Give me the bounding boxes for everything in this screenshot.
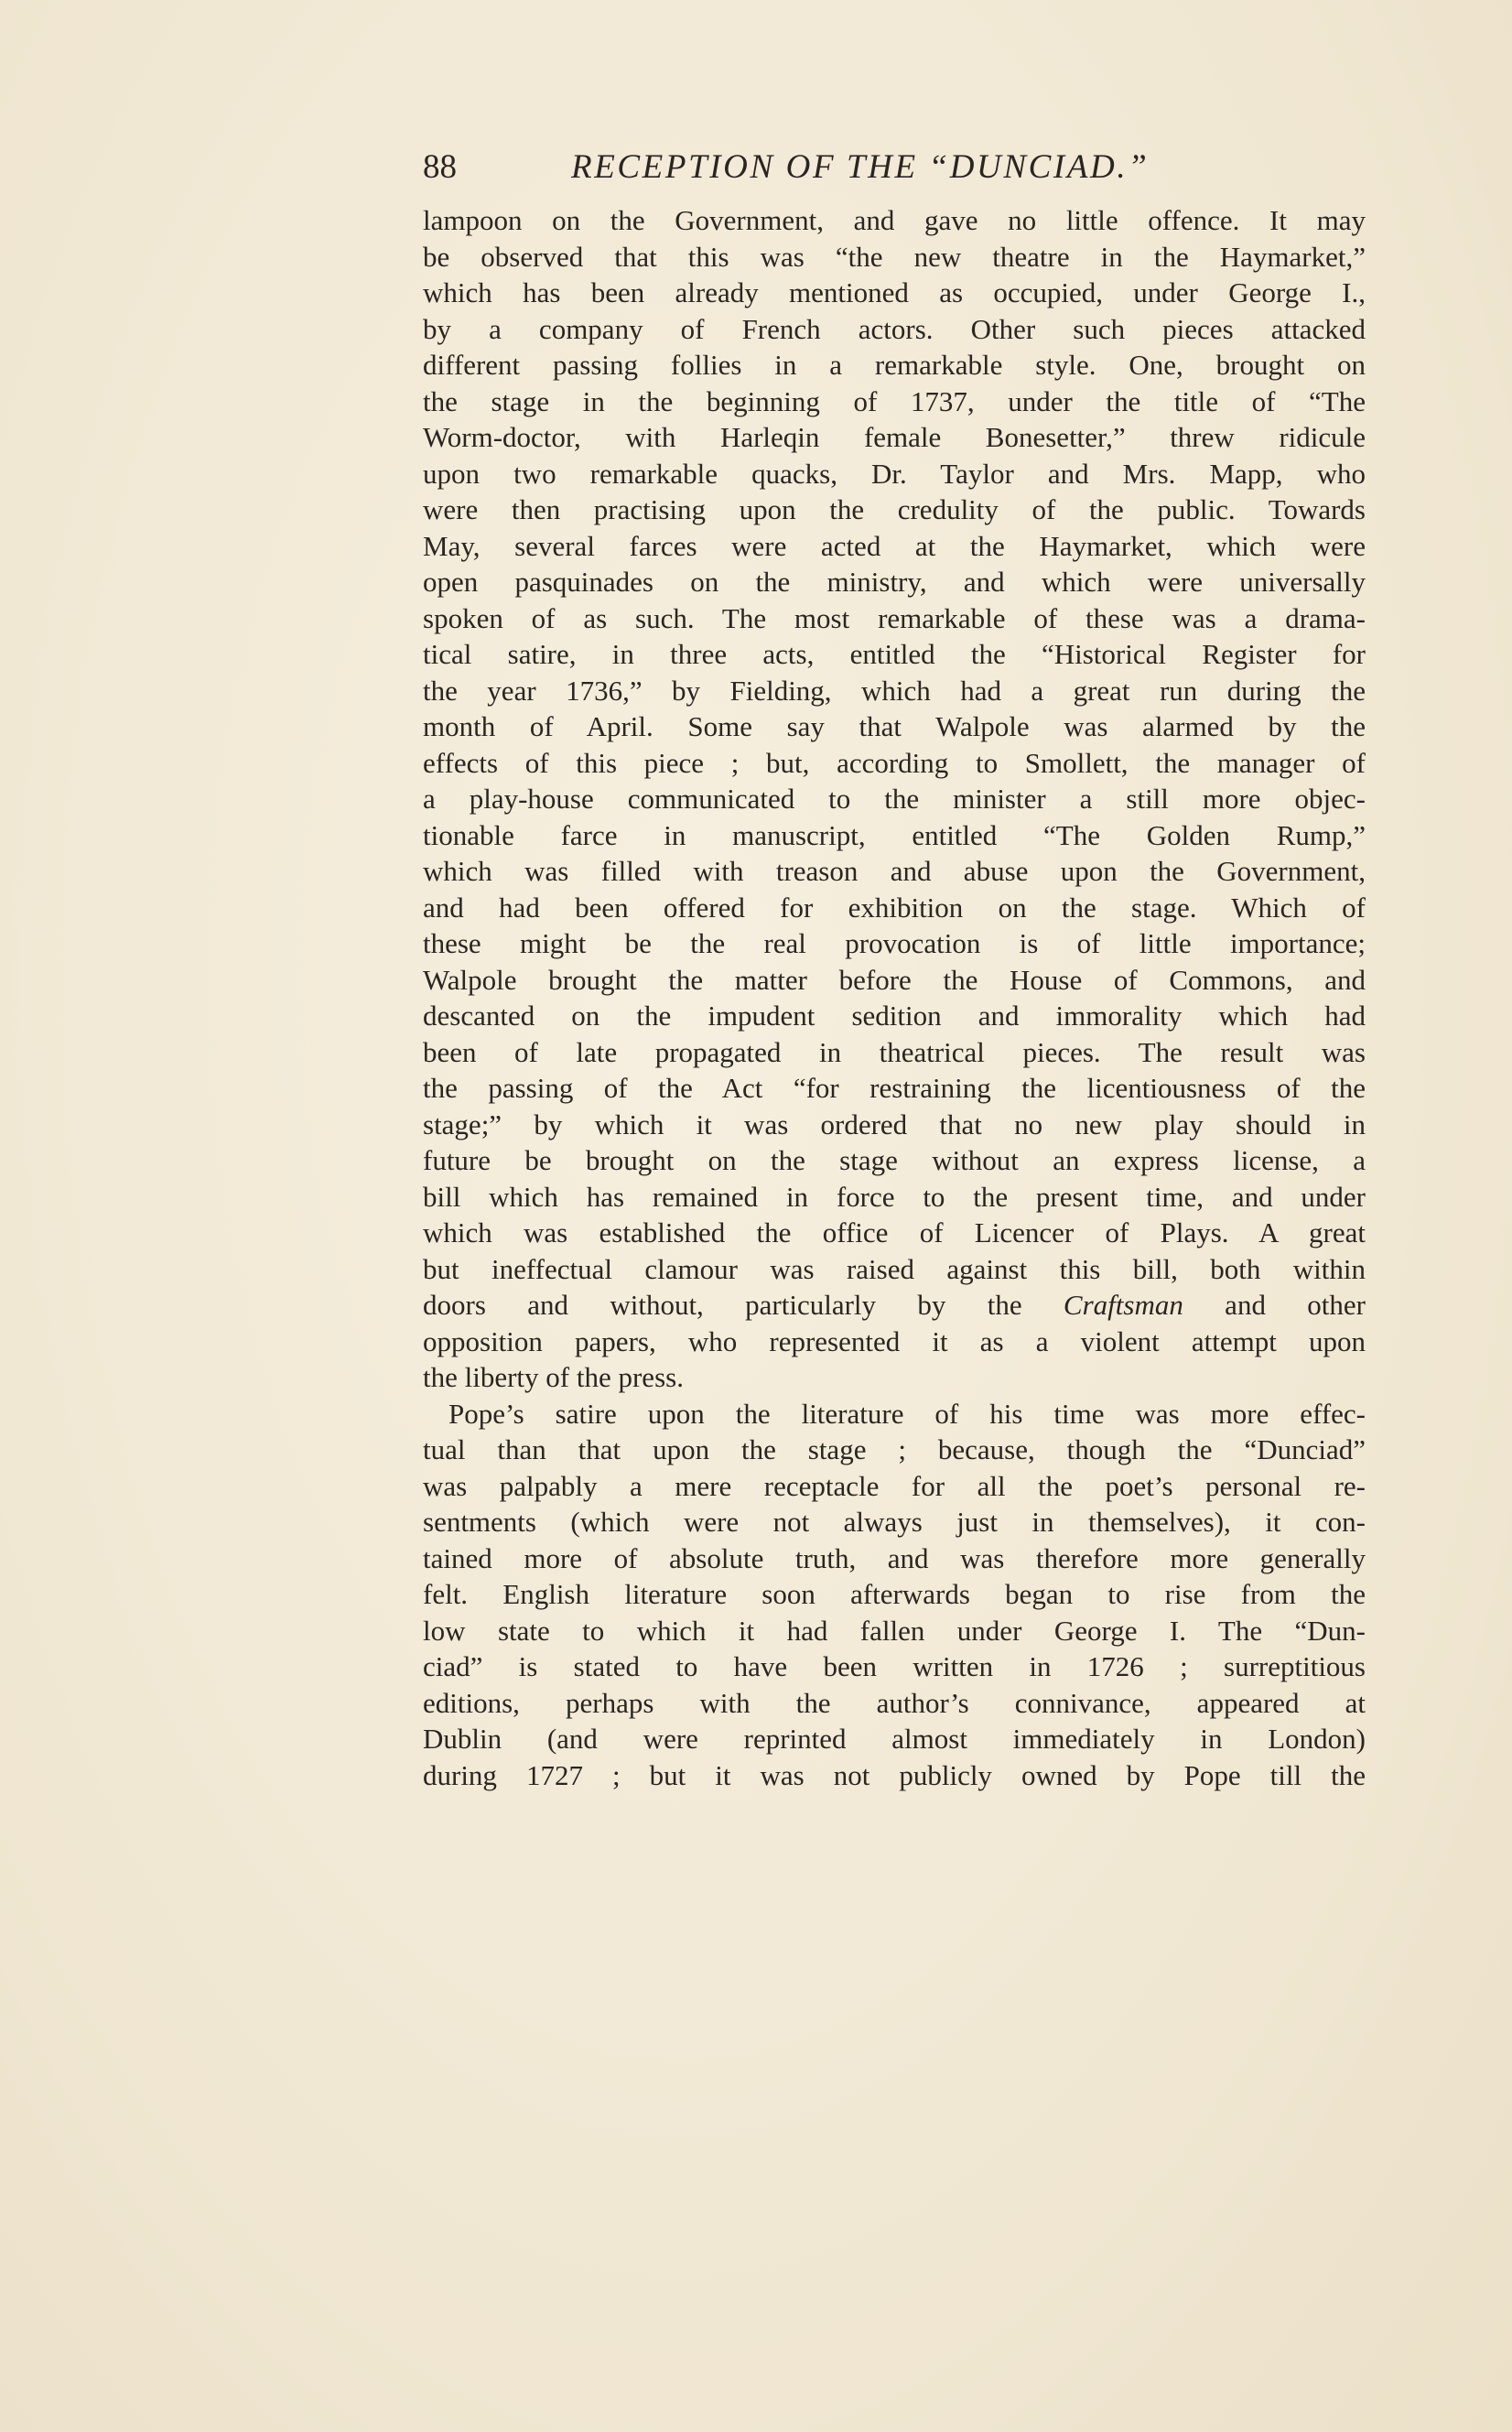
text-line: effects of this piece ; but, according to Smollett, the manager of <box>423 746 1366 779</box>
text-line: the year 1736,” by Fielding, which had a great run during the <box>423 674 1366 707</box>
text-line: was palpably a mere receptacle for all the poet’s personal re- <box>423 1469 1366 1502</box>
text-line: felt. English literature soon afterwards began to rise from the <box>423 1578 1366 1610</box>
text-line: were then practising upon the credulity of the public. Towards <box>423 493 1366 525</box>
text-line: by a company of French actors. Other such pieces attacked <box>423 312 1366 345</box>
text-line: which has been already mentioned as occupied, under George I., <box>423 276 1366 308</box>
text-line: tionable farce in manuscript, entitled “The Golden Rump,” <box>423 818 1366 851</box>
text-line: tual than that upon the stage ; because, though the “Dunciad” <box>423 1433 1366 1465</box>
text-line: upon two remarkable quacks, Dr. Taylor and Mrs. Mapp, who <box>423 457 1366 490</box>
text-segment: doors and without, particularly by the <box>423 1289 1064 1321</box>
text-line: bill which has remained in force to the present time, and under <box>423 1180 1366 1213</box>
text-line: the passing of the Act “for restraining the licentiousness of the <box>423 1072 1366 1104</box>
craftsman-title: Craftsman <box>1063 1289 1183 1321</box>
running-head: RECEPTION OF THE “DUNCIAD.” <box>571 148 1150 186</box>
text-line: spoken of as such. The most remarkable of these was a drama- <box>423 601 1366 634</box>
text-line: be observed that this was “the new theatre in the Haymarket,” <box>423 240 1366 273</box>
text-line: and had been offered for exhibition on the stage. Which of <box>423 891 1366 924</box>
text-line: the liberty of the press. <box>423 1361 684 1393</box>
text-line: the stage in the beginning of 1737, under the title of “The <box>423 384 1366 417</box>
text-line: ciad” is stated to have been written in 1726 ; surreptitious <box>423 1650 1366 1682</box>
text-line: a play-house communicated to the minister a still more objec- <box>423 783 1366 815</box>
text-line: which was established the office of Licencer of Plays. A great <box>423 1216 1366 1248</box>
text-line: these might be the real provocation is of little importance; <box>423 927 1366 959</box>
text-line: month of April. Some say that Walpole was alarmed by the <box>423 710 1366 742</box>
text-line: descanted on the impudent sedition and immorality which had <box>423 1000 1366 1032</box>
text-line: during 1727 ; but it was not publicly owned by Pope till the <box>423 1758 1366 1791</box>
text-line: Walpole brought the matter before the House of Commons, and <box>423 963 1366 996</box>
text-line: lampoon on the Government, and gave no little offence. It may <box>423 204 1366 236</box>
page-header <box>423 146 1366 189</box>
text-line-craftsman <box>423 1287 1366 1324</box>
text-line: tical satire, in three acts, entitled the “Historical Register for <box>423 638 1366 670</box>
body-text <box>423 202 1366 1793</box>
text-line: but ineffectual clamour was raised against this bill, both within <box>423 1252 1366 1285</box>
text-line: Dublin (and were reprinted almost immediately in London) <box>423 1723 1366 1755</box>
page-number: 88 <box>423 148 457 186</box>
text-line: Pope’s satire upon the literature of his time was more effec- <box>448 1397 1366 1430</box>
text-line: sentments (which were not always just in themselves), it con- <box>423 1506 1366 1538</box>
text-line: which was filled with treason and abuse upon the Government, <box>423 855 1366 887</box>
text-line: future be brought on the stage without an express license, a <box>423 1144 1366 1176</box>
text-line: low state to which it had fallen under George I. The “Dun- <box>423 1614 1366 1647</box>
text-line: different passing follies in a remarkable style. One, brought on <box>423 349 1366 381</box>
text-line: been of late propagated in theatrical pieces. The result was <box>423 1035 1366 1068</box>
text-segment: and other <box>1183 1289 1366 1321</box>
text-line: May, several farces were acted at the Haymarket, which were <box>423 529 1366 562</box>
text-line: opposition papers, who represented it as a violent attempt upon <box>423 1324 1366 1357</box>
text-line: editions, perhaps with the author’s connivance, appeared at <box>423 1686 1366 1719</box>
text-line: open pasquinades on the ministry, and which were universally <box>423 566 1366 598</box>
text-line: tained more of absolute truth, and was therefore more generally <box>423 1541 1366 1574</box>
text-line: Worm-doctor, with Harleqin female Bonesetter,” threw ridicule <box>423 421 1366 453</box>
text-line: stage;” by which it was ordered that no new play should in <box>423 1108 1366 1140</box>
